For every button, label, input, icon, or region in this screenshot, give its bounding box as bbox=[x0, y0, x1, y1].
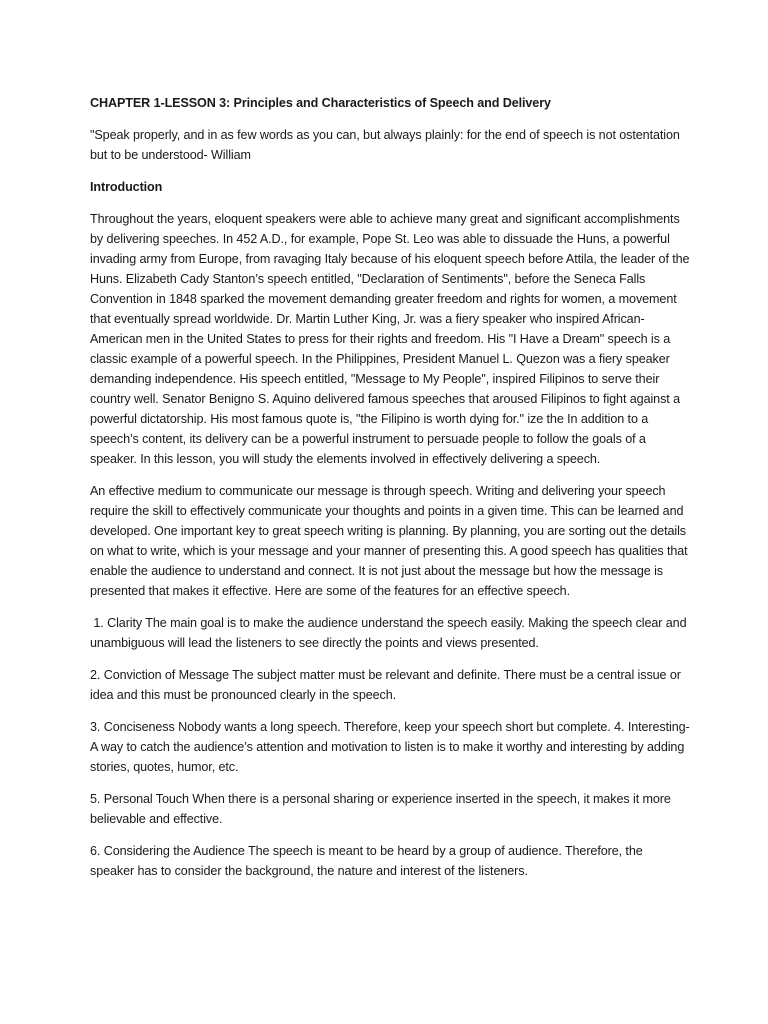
document-title: CHAPTER 1-LESSON 3: Principles and Characteristics of Speech and Delivery bbox=[90, 96, 551, 110]
document-body bbox=[90, 93, 690, 893]
list-item-conciseness: 3. Conciseness Nobody wants a long speech. Therefore, keep your speech short but complete. 4. Interesting-A way to catch the audience’s attention and motivation to listen is to make it worthy and interesting by adding stories, quotes, humor, etc. bbox=[90, 720, 690, 774]
paragraph-introduction: Throughout the years, eloquent speakers were able to achieve many great and significant accomplishments by delivering speeches. In 452 A.D., for example, Pope St. Leo was able to dissuade the Huns, a powerful invading army from Europe, from ravaging Italy because of his eloquent speech before Attila, the leader of the Huns. Elizabeth Cady Stanton’s speech entitled, "Declaration of Sentiments", before the Seneca Falls Convention in 1848 sparked the movement demanding greater freedom and rights for women, a movement that eventually spread worldwide. Dr. Martin Luther King, Jr. was a fiery speaker who inspired African-American men in the United States to press for their rights and freedom. His "I Have a Dream" speech is a classic example of a powerful speech. In the Philippines, President Manuel L. Quezon was a fiery speaker demanding independence. His speech entitled, "Message to My People", inspired Filipinos to serve their country well. Senator Benigno S. Aquino delivered famous speeches that aroused Filipinos to fight against a powerful dictatorship. His most famous quote is, "the Filipino is worth dying for." ize the In addition to a speech’s content, its delivery can be a powerful instrument to persuade people to follow the goals of a speaker. In this lesson, you will study the elements involved in effectively delivering a speech. bbox=[90, 212, 690, 466]
paragraph-effective-medium: An effective medium to communicate our message is through speech. Writing and delivering your speech require the skill to effectively communicate your thoughts and points in a given time. This can be learned and developed. One important key to great speech writing is planning. By planning, you are sorting out the details on what to write, which is your message and your manner of presenting this. A good speech has qualities that enable the audience to understand and connect. It is not just about the message but how the message is presented that makes it effective. Here are some of the features for an effective speech. bbox=[90, 484, 688, 598]
list-item-conviction: 2. Conviction of Message The subject matter must be relevant and definite. There must be a central issue or idea and this must be pronounced clearly in the speech. bbox=[90, 668, 681, 702]
list-item-personal-touch: 5. Personal Touch When there is a personal sharing or experience inserted in the speech, it makes it more believable and effective. bbox=[90, 792, 671, 826]
list-item-audience: 6. Considering the Audience The speech is meant to be heard by a group of audience. Therefore, the speaker has to consider the background, the nature and interest of the listeners. bbox=[90, 844, 643, 878]
opening-quote: "Speak properly, and in as few words as you can, but always plainly: for the end of speech is not ostentation but to be understood- William bbox=[90, 128, 680, 162]
section-heading-introduction: Introduction bbox=[90, 180, 163, 194]
list-item-clarity: 1. Clarity The main goal is to make the audience understand the speech easily. Making the speech clear and unambiguous will lead the listeners to see directly the points and views presented. bbox=[90, 616, 690, 650]
